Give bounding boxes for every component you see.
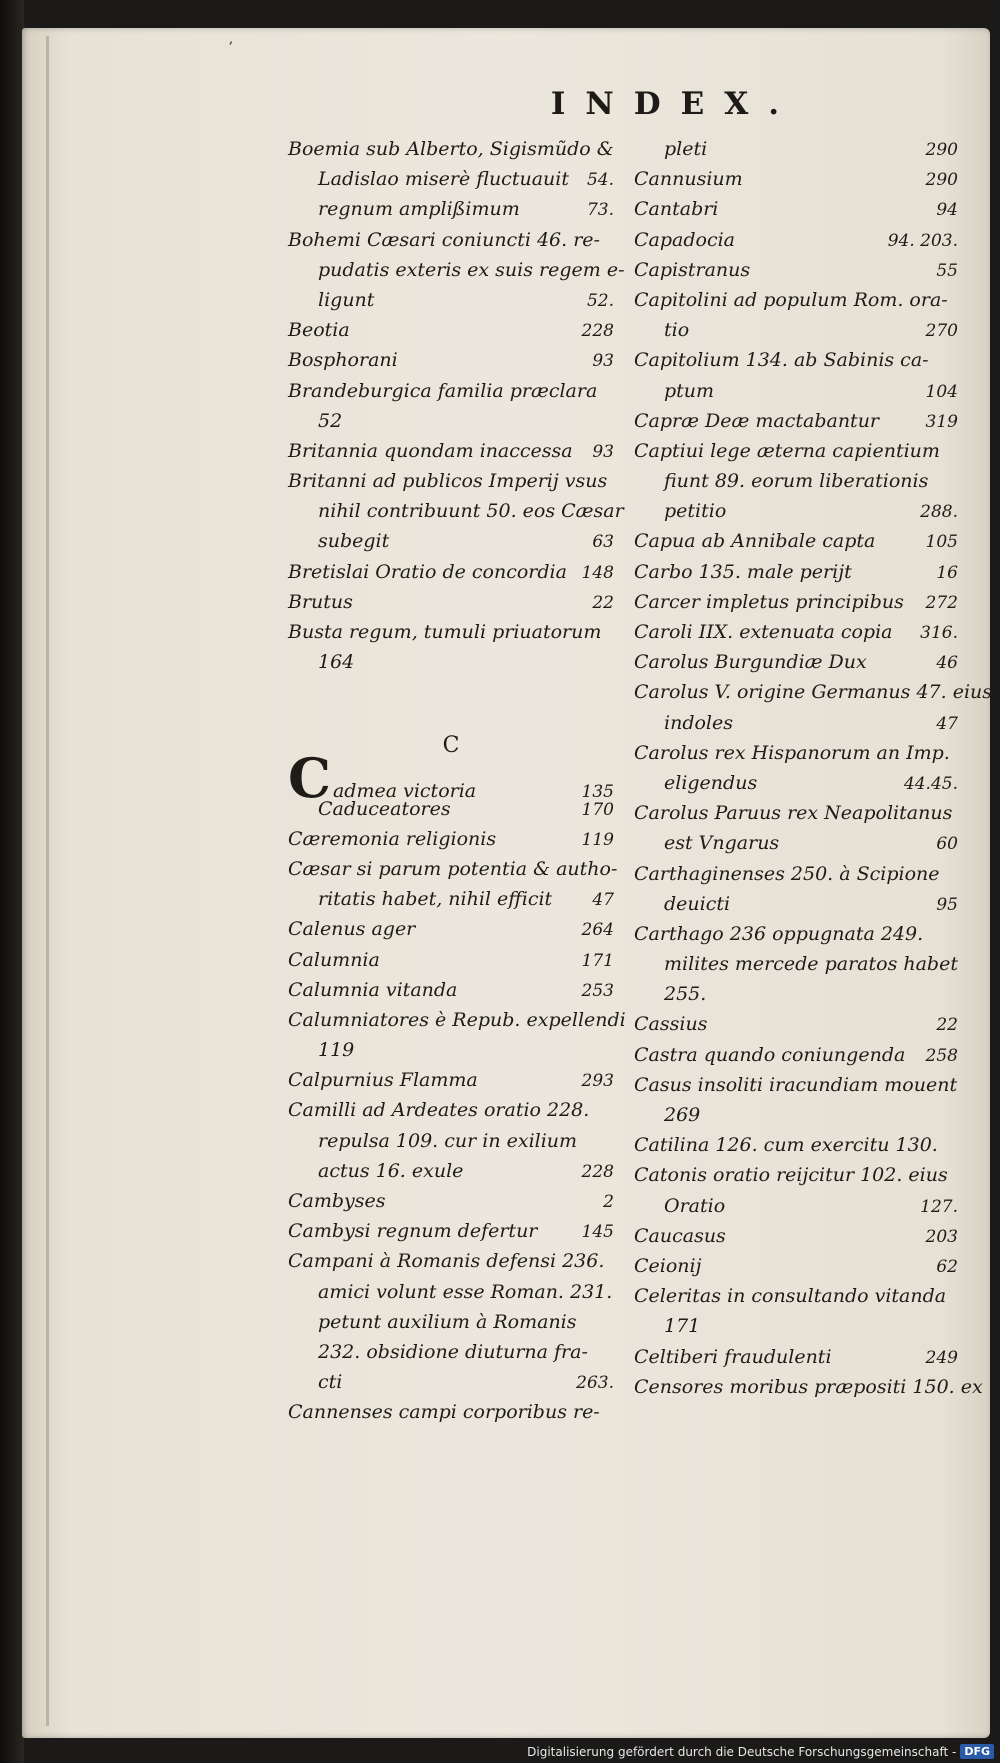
entry-text: 269 [664,1104,701,1126]
entry-text: Camilli ad Ardeates oratio 228. [288,1099,590,1122]
entry-page-number: 105 [925,532,958,553]
entry-page-number: 203 [925,1226,958,1247]
index-entry [288,255,625,285]
index-entry [634,285,958,315]
index-column-left [288,134,626,1428]
index-entry [288,466,614,496]
index-entry [288,1065,614,1095]
index-entry [634,1281,958,1311]
index-entry [288,406,614,436]
entry-text: amici volunt esse Roman. 231. [318,1280,613,1303]
entry-text: Caduceatores [318,797,451,820]
digitization-credit [527,1744,994,1759]
entry-page-number: 104 [925,381,958,402]
entry-text: subegit [318,530,390,553]
entry-text: Bretislai Oratio de concordia [288,560,567,583]
entry-text: Calenus ager [288,918,416,941]
index-entry [288,194,614,224]
entry-text: Cassius [634,1013,708,1036]
entry-text: fiunt 89. eorum liberationis [664,470,929,493]
entry-text: Caucasus [634,1224,726,1247]
index-entry [288,824,614,854]
index-column-right [634,134,993,1402]
index-entry [288,1307,614,1337]
index-entry [288,914,614,944]
entry-text: Carthaginenses 250. à Scipione [634,862,940,885]
entry-text: Captiui lege æterna capientium [634,439,940,462]
entry-text: Britanni ad publicos Imperij vsus [288,470,608,493]
index-entry [634,949,958,979]
index-entry [634,1009,958,1039]
entry-page-number: 62 [936,1256,958,1277]
index-entry [634,406,958,436]
entry-text: Catilina 126. cum exercitu 130. [634,1134,938,1157]
index-entry [634,255,958,285]
entry-text: 255. [664,983,707,1006]
entry-page-number: 258 [925,1045,958,1066]
index-entry [634,1160,958,1190]
entry-page-number: 119 [581,829,614,850]
entry-text: nihil contribuunt 50. eos Cæsar [318,500,624,523]
entry-text: Brandeburgica familia præclara [288,379,598,402]
index-entry [634,708,958,738]
entry-text: Castra quando coniungenda [634,1043,906,1066]
index-entry [288,285,614,315]
entry-page-number: 47 [592,890,614,911]
entry-page-number: 44.45. [903,773,958,794]
entry-text: Carolus Paruus rex Neapolitanus [634,802,953,825]
entry-text: Bohemi Cæsari coniuncti 46. re- [288,228,600,251]
entry-page-number: 54. [586,170,614,191]
index-entry [288,1246,614,1276]
entry-text: Celtiberi fraudulenti [634,1345,832,1368]
entry-text: Cæsar si parum potentia & autho- [288,857,618,880]
entry-text: Capitolium 134. ab Sabinis ca- [634,349,929,372]
book-spine [0,0,24,1763]
entry-page-number: 55 [936,260,958,281]
entry-page-number: 270 [925,321,958,342]
index-entry [634,647,958,677]
index-entry [288,587,614,617]
entry-text: Cambysi regnum defertur [288,1220,538,1243]
index-entry [634,1372,983,1402]
entry-text: actus 16. exule [318,1159,464,1182]
index-entry [288,1277,614,1307]
index-entry [634,1100,958,1130]
entry-text: Ceionij [634,1254,702,1277]
index-entry [634,859,958,889]
dfg-logo: DFG [960,1744,994,1759]
index-entry [288,1186,614,1216]
index-entry [288,526,614,556]
index-entry [288,1337,614,1367]
index-entry [634,557,958,587]
entry-page-number: 52. [586,290,614,311]
index-entry [288,1005,626,1035]
index-entry [288,1126,614,1156]
index-entry [288,557,614,587]
index-entry [288,854,618,884]
index-entry [288,1367,614,1397]
entry-page-number: 288. [920,502,958,523]
index-entry [634,466,958,496]
entry-text: milites mercede paratos habet [664,953,958,976]
index-entry [634,1130,958,1160]
entry-text: Calpurnius Flamma [288,1069,478,1092]
entry-text: Calumnia vitanda [288,978,458,1001]
index-entry [288,1397,614,1427]
entry-text: Calumnia [288,948,380,971]
index-entry [288,345,614,375]
index-entry [288,884,614,914]
index-entry [634,526,958,556]
index-entry [288,1095,614,1125]
index-entry [634,345,958,375]
index-entry [634,134,958,164]
entry-page-number: 253 [581,980,614,1001]
entry-text: Carcer impletus principibus [634,590,904,613]
page-gutter-edge [46,36,49,1726]
entry-text: Beotia [288,319,350,342]
entry-text: 232. obsidione diuturna fra- [318,1340,588,1363]
index-entry [634,587,958,617]
entry-page-number: 63 [592,532,614,553]
entry-text: Britannia quondam inaccessa [288,439,573,462]
index-entry [288,164,614,194]
section-letter: C [442,733,460,759]
entry-text: ritatis habet, nihil efficit [318,888,553,911]
entry-text: Caroli IIX. extenuata copia [634,621,893,643]
entry-text: Cambyses [288,1190,386,1212]
entry-page-number: 16 [936,562,958,583]
entry-text: regnum amplißimum [318,198,520,221]
entry-text: Catonis oratio reijcitur 102. eius [634,1164,948,1187]
entry-text: ptum [664,379,715,402]
entry-page-number: 171 [581,950,614,971]
entry-text: Celeritas in consultando vitanda [634,1285,947,1308]
entry-page-number: 135 [581,782,614,803]
index-entry [634,225,958,255]
entry-page-number: 290 [925,140,958,160]
entry-page-number: 22 [592,592,614,613]
entry-text: Campani à Romanis defensi 236. [288,1250,605,1273]
entry-text: tio [664,319,690,342]
index-entry [288,647,614,677]
entry-text: indoles [664,711,733,734]
entry-text: Carolus Burgundiæ Dux [634,651,867,674]
index-entry [288,975,614,1005]
index-entry [288,376,614,406]
entry-page-number: 272 [925,592,958,613]
entry-text: Carolus rex Hispanorum an Imp. [634,741,950,764]
entry-page-number: 145 [581,1222,614,1243]
entry-page-number: 93 [592,351,614,372]
entry-text: Capistranus [634,258,751,281]
entry-text: Cæremonia religionis [288,827,497,850]
entry-page-number: 228 [581,321,614,342]
index-entry [288,677,614,729]
index-entry [288,1216,614,1246]
index-entry [634,164,958,194]
index-entry [634,1251,958,1281]
index-entry [634,1311,958,1341]
entry-text: cti [318,1371,343,1394]
entry-text: pleti [664,138,708,160]
index-entry [634,315,958,345]
entry-text: eligendus [664,771,758,794]
entry-page-number: 293 [581,1071,614,1092]
entry-text: petunt auxilium à Romanis [318,1310,577,1333]
entry-text: petitio [664,500,727,523]
index-entry [288,1035,614,1065]
index-entry [634,376,958,406]
entry-page-number: 94. 203. [887,230,958,251]
entry-page-number: 22 [936,1015,958,1036]
entry-text: ligunt [318,288,375,311]
entry-text: 119 [318,1039,355,1062]
entry-text: Carthago 236 oppugnata 249. [634,922,924,945]
index-entry [634,496,958,526]
index-entry [634,677,993,707]
index-entry [634,1191,958,1221]
drop-capital: C [288,746,331,811]
entry-text: Capadocia [634,228,736,251]
index-entry [634,798,958,828]
entry-text: Capua ab Annibale capta [634,530,876,553]
index-entry [634,1221,958,1251]
entry-page-number: 249 [925,1347,958,1368]
entry-text: Capræ Deæ mactabantur [634,409,880,432]
index-entry [288,436,614,466]
index-entry [288,225,614,255]
index-entry [634,768,958,798]
index-entry [634,738,958,768]
index-entry [634,979,958,1009]
entry-page-number: 263. [576,1373,614,1394]
entry-text: Cannusium [634,168,743,191]
entry-text: Censores moribus præpositi 150. ex [634,1375,983,1398]
entry-text: Oratio [664,1194,726,1217]
entry-text: Brutus [288,590,353,613]
footer-text: Digitalisierung gefördert durch die Deutsche Forschungsgemeinschaft - [527,1744,957,1759]
entry-text: Cannenses campi corporibus re- [288,1401,600,1424]
entry-page-number: 127. [920,1196,958,1217]
entry-text: repulsa 109. cur in exilium [318,1129,578,1152]
ink-mark: ʼ [228,40,233,56]
entry-page-number: 170 [581,799,614,820]
entry-text: Carolus V. origine Germanus 47. eius [634,681,993,704]
index-entry [634,828,958,858]
entry-page-number: 60 [936,834,958,855]
entry-page-number: 95 [936,894,958,915]
index-entry [288,134,614,164]
entry-page-number: 93 [592,441,614,462]
entry-text: Busta regum, tumuli priuatorum [288,621,602,643]
index-entry [634,1342,958,1372]
entry-page-number: 264 [581,920,614,941]
entry-text: Ladislao miserè fluctuauit [318,168,569,191]
entry-text: deuicti [664,892,731,915]
entry-page-number: 228 [581,1161,614,1182]
entry-page-number: 316. [920,623,958,643]
index-entry [288,315,614,345]
index-entry [634,436,958,466]
index-entry [634,919,958,949]
index-entry [634,194,958,224]
entry-page-number: 148 [581,562,614,583]
entry-text: pudatis exteris ex suis regem e- [318,258,625,281]
entry-text: Boemia sub Alberto, Sigismũdo & [288,138,614,160]
entry-page-number: 73. [586,200,614,221]
entry-page-number: 290 [925,170,958,191]
index-entry [288,1156,614,1186]
entry-text: Calumniatores è Repub. expellendi [288,1008,626,1031]
index-entry [288,496,624,526]
entry-text: 164 [318,651,355,674]
index-entry [288,617,614,647]
entry-text: est Vngarus [664,832,780,855]
page-title: INDEX. [550,86,800,122]
entry-text: 171 [664,1315,701,1338]
entry-text: Bosphorani [288,349,398,372]
entry-text: Carbo 135. male perijt [634,560,852,583]
entry-text: 52 [318,409,343,432]
entry-page-number: 2 [603,1192,614,1212]
index-entry [288,945,614,975]
index-entry [634,617,958,647]
entry-page-number: 319 [925,411,958,432]
index-entry [634,889,958,919]
entry-text: Casus insoliti iracundiam mouent [634,1073,958,1096]
entry-page-number: 46 [936,653,958,674]
index-entry [634,1070,958,1100]
entry-page-number: 94 [936,200,958,221]
entry-text: Cantabri [634,198,719,221]
entry-text: Capitolini ad populum Rom. ora- [634,288,948,311]
entry-page-number: 47 [936,713,958,734]
index-entry [634,1040,958,1070]
entry-text-rest: admea victoria [332,780,477,803]
